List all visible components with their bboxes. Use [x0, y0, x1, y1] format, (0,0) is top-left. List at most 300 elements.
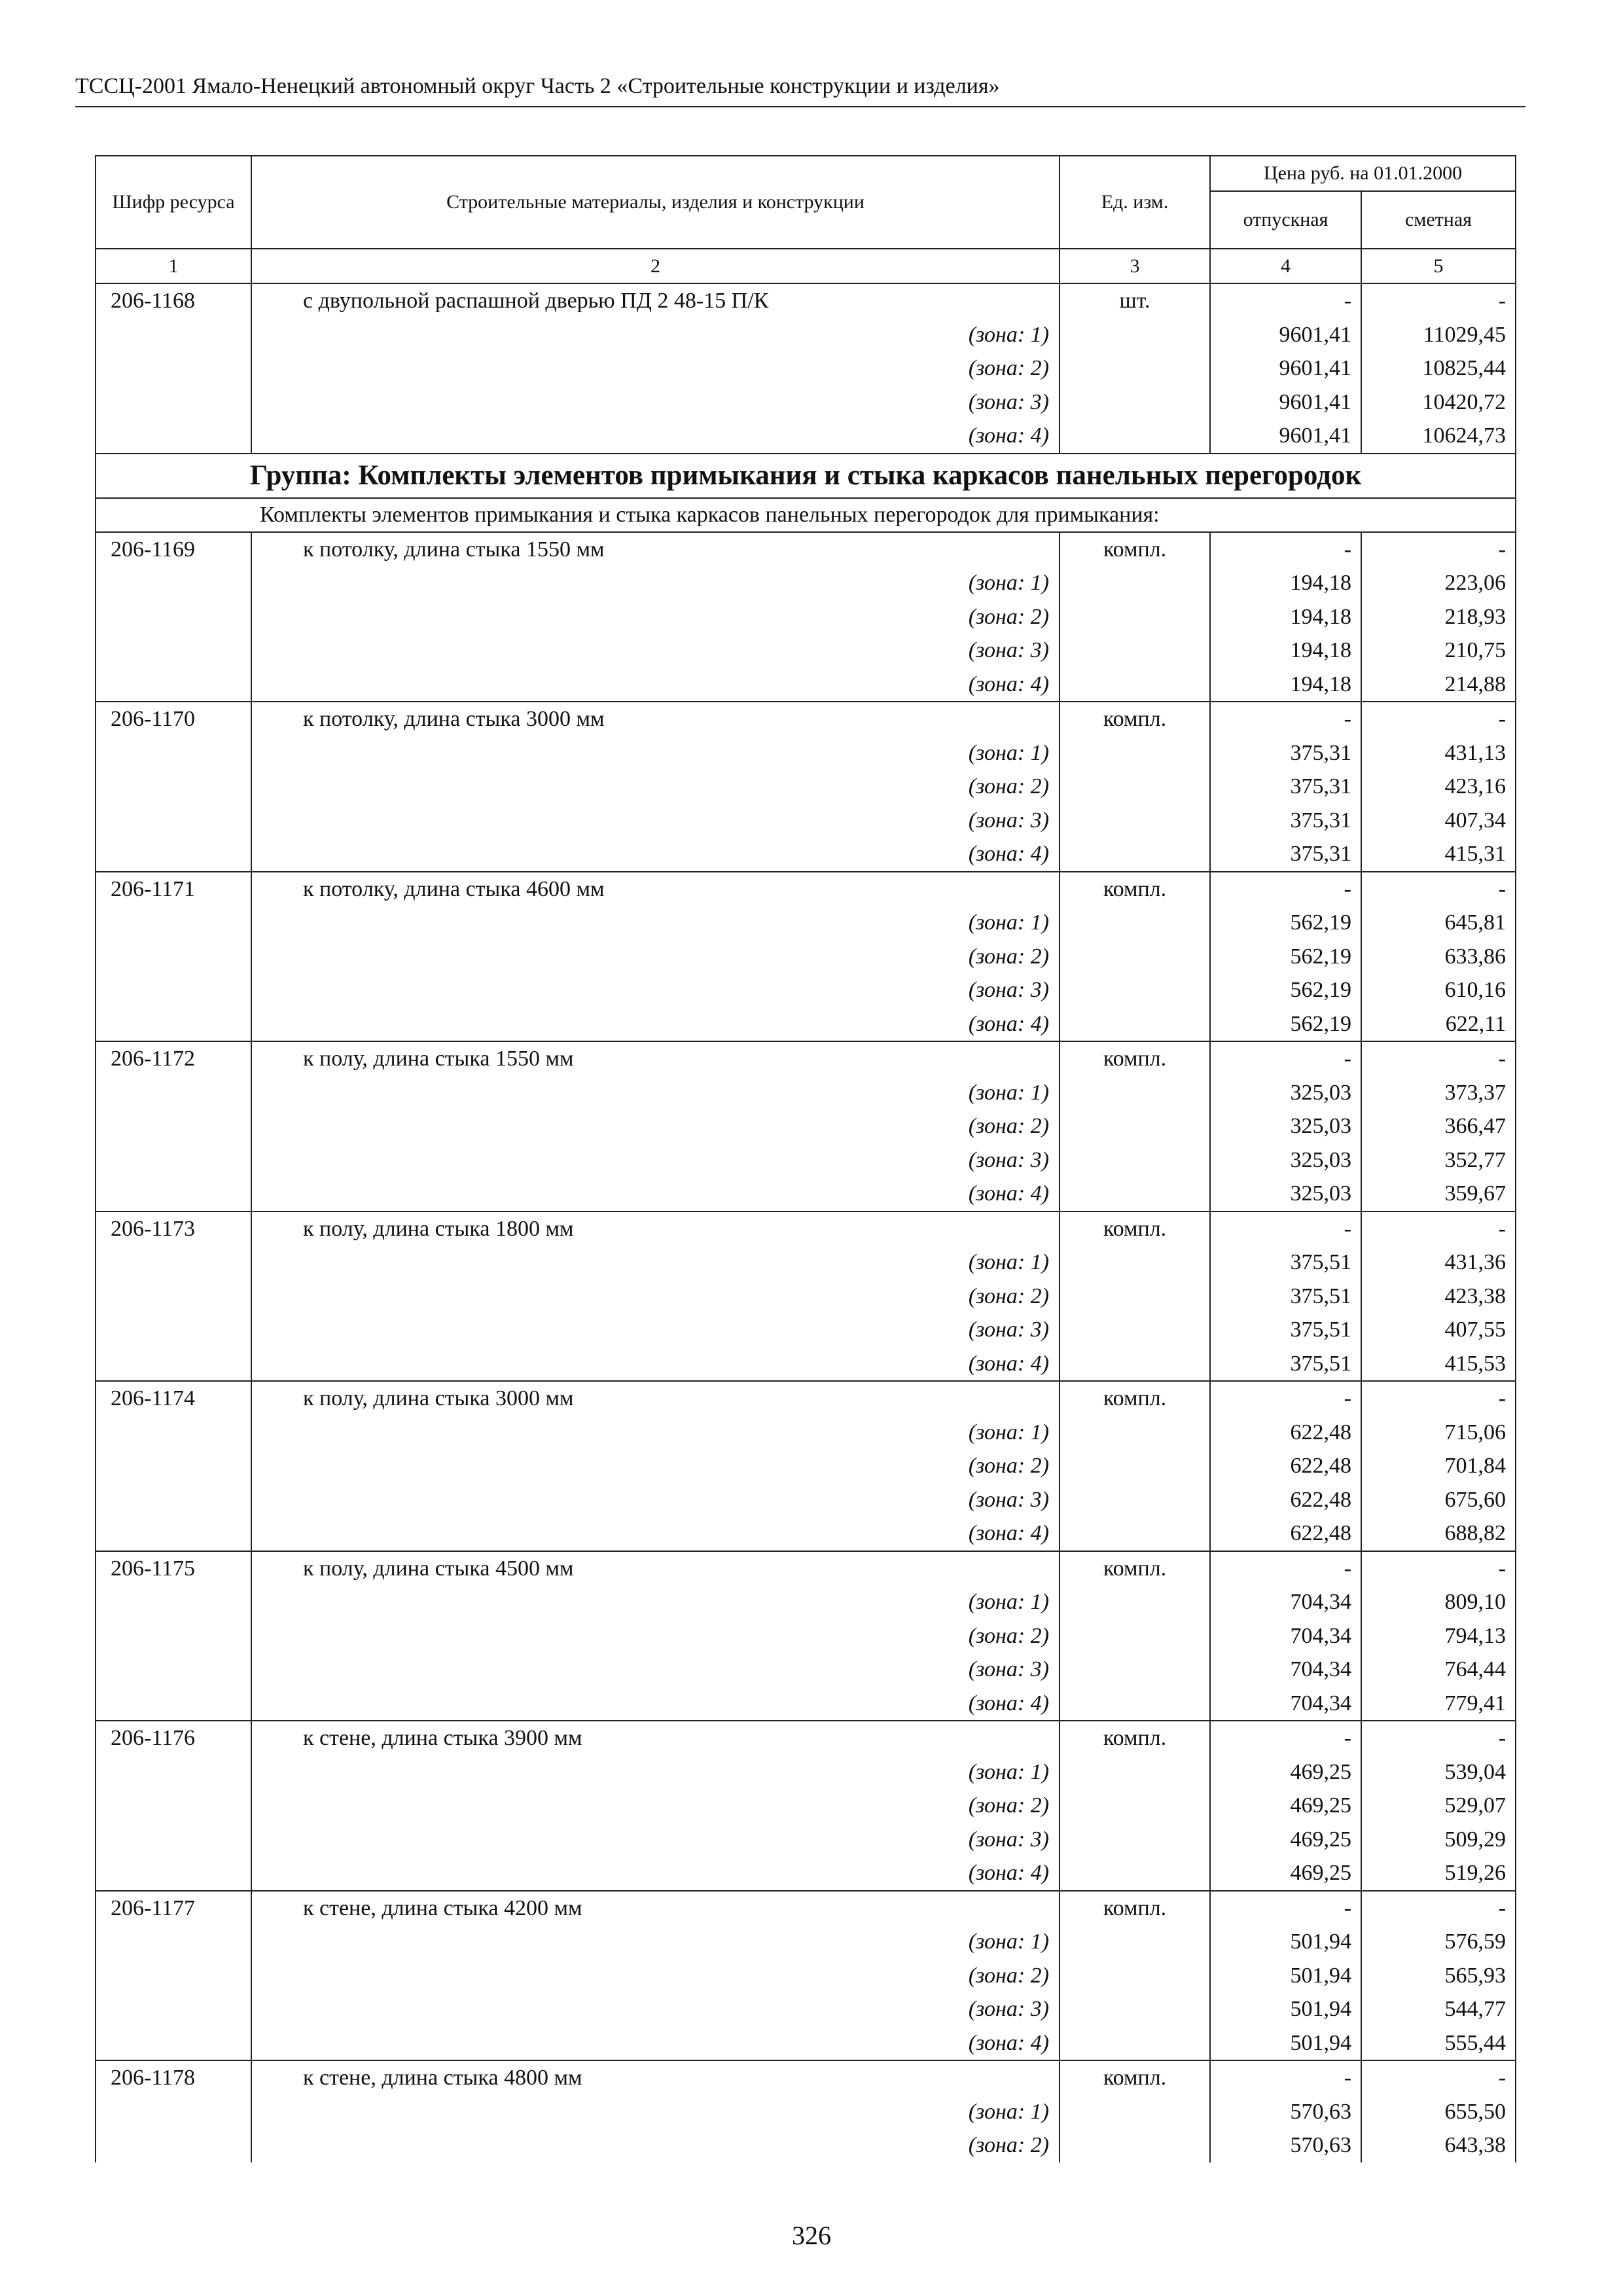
zone-release-price: 325,03 [1210, 1143, 1361, 1177]
zone-row [96, 2095, 1516, 2129]
empty-cell [96, 1313, 251, 1347]
zone-label: (зона: 2) [251, 1109, 1060, 1143]
zone-label: (зона: 2) [251, 770, 1060, 804]
zone-label: (зона: 2) [251, 1789, 1060, 1823]
zone-label: (зона: 2) [251, 940, 1060, 974]
unit-cell: шт. [1060, 283, 1210, 318]
empty-cell [96, 1483, 251, 1517]
empty-cell [1060, 1483, 1210, 1517]
table-row [96, 2060, 1516, 2095]
empty-cell [96, 1619, 251, 1653]
empty-cell [1060, 1109, 1210, 1143]
zone-estimate-price: 576,59 [1361, 1925, 1516, 1959]
zone-estimate-price: 555,44 [1361, 2026, 1516, 2061]
zone-estimate-price: 643,38 [1361, 2128, 1516, 2162]
zone-row [96, 906, 1516, 940]
resource-code: 206-1170 [96, 702, 251, 736]
zone-label: (зона: 1) [251, 318, 1060, 352]
item-name: к стене, длина стыка 4800 мм [251, 2060, 1060, 2095]
empty-cell [96, 566, 251, 600]
zone-row [96, 940, 1516, 974]
zone-label: (зона: 4) [251, 1856, 1060, 1891]
zone-estimate-price: 610,16 [1361, 973, 1516, 1007]
zone-label: (зона: 4) [251, 668, 1060, 702]
empty-cell [1060, 1823, 1210, 1857]
estimate-price: - [1361, 702, 1516, 736]
empty-cell [1060, 940, 1210, 974]
empty-cell [96, 736, 251, 770]
zone-row [96, 736, 1516, 770]
col-header-estimate: сметная [1361, 191, 1516, 249]
unit-cell: компл. [1060, 872, 1210, 906]
zone-release-price: 194,18 [1210, 600, 1361, 634]
zone-estimate-price: 359,67 [1361, 1177, 1516, 1211]
resource-code: 206-1174 [96, 1381, 251, 1416]
zone-estimate-price: 366,47 [1361, 1109, 1516, 1143]
zone-estimate-price: 223,06 [1361, 566, 1516, 600]
zone-label: (зона: 1) [251, 1585, 1060, 1619]
empty-cell [1060, 1076, 1210, 1110]
zone-estimate-price: 539,04 [1361, 1755, 1516, 1789]
resource-code: 206-1178 [96, 2060, 251, 2095]
col-number: 2 [251, 249, 1060, 283]
zone-release-price: 375,51 [1210, 1280, 1361, 1314]
empty-cell [96, 1925, 251, 1959]
empty-cell [1060, 1280, 1210, 1314]
zone-label: (зона: 3) [251, 804, 1060, 838]
zone-label: (зона: 4) [251, 837, 1060, 872]
unit-cell: компл. [1060, 2060, 1210, 2095]
empty-cell [96, 318, 251, 352]
col-number: 3 [1060, 249, 1210, 283]
zone-row [96, 386, 1516, 420]
zone-label: (зона: 4) [251, 1687, 1060, 1721]
zone-estimate-price: 809,10 [1361, 1585, 1516, 1619]
zone-row [96, 318, 1516, 352]
unit-cell: компл. [1060, 1381, 1210, 1416]
table-row [96, 1721, 1516, 1755]
zone-estimate-price: 622,11 [1361, 1007, 1516, 1042]
empty-cell [96, 668, 251, 702]
empty-cell [1060, 1992, 1210, 2026]
empty-cell [96, 1789, 251, 1823]
table-row [96, 532, 1516, 567]
release-price: - [1210, 702, 1361, 736]
zone-release-price: 375,51 [1210, 1313, 1361, 1347]
empty-cell [1060, 770, 1210, 804]
zone-release-price: 375,31 [1210, 770, 1361, 804]
zone-row [96, 1143, 1516, 1177]
zone-row [96, 1925, 1516, 1959]
zone-row [96, 837, 1516, 872]
zone-row [96, 351, 1516, 386]
table-row [96, 1551, 1516, 1586]
zone-estimate-price: 529,07 [1361, 1789, 1516, 1823]
zone-release-price: 194,18 [1210, 668, 1361, 702]
zone-row [96, 1653, 1516, 1687]
zone-estimate-price: 764,44 [1361, 1653, 1516, 1687]
zone-estimate-price: 701,84 [1361, 1449, 1516, 1483]
empty-cell [1060, 906, 1210, 940]
empty-cell [1060, 1177, 1210, 1211]
zone-row [96, 1959, 1516, 1993]
resource-code: 206-1169 [96, 532, 251, 567]
zone-row [96, 1416, 1516, 1450]
zone-estimate-price: 509,29 [1361, 1823, 1516, 1857]
empty-cell [1060, 1143, 1210, 1177]
zone-label: (зона: 1) [251, 1416, 1060, 1450]
empty-cell [96, 386, 251, 420]
empty-cell [1060, 1755, 1210, 1789]
zone-estimate-price: 218,93 [1361, 600, 1516, 634]
empty-cell [96, 1280, 251, 1314]
resource-code: 206-1173 [96, 1211, 251, 1246]
table-row [96, 283, 1516, 318]
zone-row [96, 1789, 1516, 1823]
empty-cell [96, 804, 251, 838]
resource-code: 206-1172 [96, 1041, 251, 1076]
zone-label: (зона: 1) [251, 1925, 1060, 1959]
empty-cell [96, 1585, 251, 1619]
zone-row [96, 1280, 1516, 1314]
unit-cell: компл. [1060, 1211, 1210, 1246]
header-rule [75, 106, 1525, 107]
empty-cell [96, 2026, 251, 2061]
empty-cell [1060, 1925, 1210, 1959]
estimate-price: - [1361, 1041, 1516, 1076]
zone-release-price: 194,18 [1210, 634, 1361, 668]
empty-cell [1060, 1347, 1210, 1382]
resource-code: 206-1171 [96, 872, 251, 906]
zone-release-price: 375,31 [1210, 837, 1361, 872]
zone-row [96, 1856, 1516, 1891]
table-row [96, 1381, 1516, 1416]
zone-estimate-price: 675,60 [1361, 1483, 1516, 1517]
empty-cell [96, 1347, 251, 1382]
zone-label: (зона: 3) [251, 1823, 1060, 1857]
zone-estimate-price: 519,26 [1361, 1856, 1516, 1891]
zone-row [96, 566, 1516, 600]
zone-label: (зона: 4) [251, 1007, 1060, 1042]
zone-label: (зона: 2) [251, 1619, 1060, 1653]
estimate-price: - [1361, 532, 1516, 567]
zone-estimate-price: 423,16 [1361, 770, 1516, 804]
zone-row [96, 634, 1516, 668]
empty-cell [1060, 1687, 1210, 1721]
zone-estimate-price: 645,81 [1361, 906, 1516, 940]
zone-label: (зона: 2) [251, 1280, 1060, 1314]
group-title: Группа: Комплекты элементов примыкания и стыка каркасов панельных перегородок [96, 454, 1516, 498]
empty-cell [1060, 1653, 1210, 1687]
empty-cell [96, 1246, 251, 1280]
table-body-items [96, 532, 1516, 2162]
resource-code: 206-1175 [96, 1551, 251, 1586]
table-body-before [96, 283, 1516, 454]
empty-cell [1060, 2026, 1210, 2061]
zone-label: (зона: 1) [251, 566, 1060, 600]
empty-cell [96, 2128, 251, 2162]
zone-label: (зона: 3) [251, 1483, 1060, 1517]
zone-row [96, 1687, 1516, 1721]
empty-cell [1060, 386, 1210, 420]
zone-estimate-price: 423,38 [1361, 1280, 1516, 1314]
zone-estimate-price: 431,13 [1361, 736, 1516, 770]
empty-cell [1060, 2095, 1210, 2129]
empty-cell [1060, 600, 1210, 634]
zone-label: (зона: 3) [251, 1653, 1060, 1687]
page-number: 326 [792, 2221, 831, 2250]
zone-estimate-price: 10624,73 [1361, 419, 1516, 454]
empty-cell [96, 1076, 251, 1110]
col-header-code: Шифр ресурса [96, 156, 251, 249]
zone-row [96, 1619, 1516, 1653]
zone-row [96, 1449, 1516, 1483]
zone-release-price: 501,94 [1210, 2026, 1361, 2061]
release-price: - [1210, 1381, 1361, 1416]
group-subtitle: Комплекты элементов примыкания и стыка каркасов панельных перегородок для примыкания: [96, 498, 1516, 532]
unit-cell: компл. [1060, 1551, 1210, 1586]
release-price: - [1210, 532, 1361, 567]
zone-label: (зона: 4) [251, 1177, 1060, 1211]
zone-release-price: 622,48 [1210, 1483, 1361, 1517]
zone-row [96, 2128, 1516, 2162]
zone-release-price: 562,19 [1210, 906, 1361, 940]
zone-release-price: 469,25 [1210, 1755, 1361, 1789]
zone-release-price: 622,48 [1210, 1516, 1361, 1551]
empty-cell [96, 1992, 251, 2026]
empty-cell [1060, 318, 1210, 352]
zone-label: (зона: 1) [251, 1246, 1060, 1280]
zone-release-price: 375,51 [1210, 1347, 1361, 1382]
empty-cell [96, 940, 251, 974]
estimate-price: - [1361, 872, 1516, 906]
zone-label: (зона: 1) [251, 2095, 1060, 2129]
zone-release-price: 704,34 [1210, 1619, 1361, 1653]
estimate-price: - [1361, 2060, 1516, 2095]
col-header-release: отпускная [1210, 191, 1361, 249]
resource-code: 206-1168 [96, 283, 251, 318]
empty-cell [96, 1177, 251, 1211]
zone-label: (зона: 4) [251, 419, 1060, 454]
zone-row [96, 1992, 1516, 2026]
zone-estimate-price: 214,88 [1361, 668, 1516, 702]
empty-cell [96, 1755, 251, 1789]
zone-release-price: 562,19 [1210, 973, 1361, 1007]
zone-label: (зона: 1) [251, 1076, 1060, 1110]
zone-label: (зона: 3) [251, 1992, 1060, 2026]
zone-release-price: 704,34 [1210, 1585, 1361, 1619]
zone-row [96, 600, 1516, 634]
zone-release-price: 562,19 [1210, 1007, 1361, 1042]
zone-row [96, 2026, 1516, 2061]
price-table [95, 155, 1516, 2162]
item-name: к стене, длина стыка 4200 мм [251, 1891, 1060, 1926]
zone-release-price: 622,48 [1210, 1416, 1361, 1450]
zone-release-price: 469,25 [1210, 1856, 1361, 1891]
release-price: - [1210, 1211, 1361, 1246]
zone-release-price: 9601,41 [1210, 351, 1361, 386]
zone-row [96, 1483, 1516, 1517]
unit-cell: компл. [1060, 1041, 1210, 1076]
table-row [96, 1211, 1516, 1246]
zone-label: (зона: 2) [251, 2128, 1060, 2162]
empty-cell [96, 1959, 251, 1993]
zone-row [96, 1177, 1516, 1211]
zone-release-price: 9601,41 [1210, 318, 1361, 352]
item-name: с двупольной распашной дверью ПД 2 48-15 П/К [251, 283, 1060, 318]
zone-row [96, 668, 1516, 702]
empty-cell [96, 351, 251, 386]
empty-cell [96, 2095, 251, 2129]
empty-cell [1060, 1449, 1210, 1483]
zone-release-price: 375,51 [1210, 1246, 1361, 1280]
empty-cell [96, 1109, 251, 1143]
empty-cell [96, 1416, 251, 1450]
col-number: 4 [1210, 249, 1361, 283]
zone-release-price: 325,03 [1210, 1076, 1361, 1110]
unit-cell: компл. [1060, 532, 1210, 567]
group-section [96, 454, 1516, 532]
zone-estimate-price: 779,41 [1361, 1687, 1516, 1721]
empty-cell [1060, 419, 1210, 454]
empty-cell [96, 419, 251, 454]
zone-label: (зона: 2) [251, 1959, 1060, 1993]
estimate-price: - [1361, 1551, 1516, 1586]
item-name: к потолку, длина стыка 1550 мм [251, 532, 1060, 567]
empty-cell [96, 1653, 251, 1687]
item-name: к полу, длина стыка 1550 мм [251, 1041, 1060, 1076]
zone-estimate-price: 715,06 [1361, 1416, 1516, 1450]
zone-label: (зона: 2) [251, 600, 1060, 634]
zone-row [96, 419, 1516, 454]
zone-label: (зона: 1) [251, 1755, 1060, 1789]
unit-cell: компл. [1060, 1721, 1210, 1755]
zone-estimate-price: 10420,72 [1361, 386, 1516, 420]
zone-label: (зона: 4) [251, 1516, 1060, 1551]
estimate-price: - [1361, 1891, 1516, 1926]
zone-row [96, 1755, 1516, 1789]
zone-release-price: 570,63 [1210, 2095, 1361, 2129]
table-row [96, 872, 1516, 906]
zone-estimate-price: 407,55 [1361, 1313, 1516, 1347]
zone-row [96, 1516, 1516, 1551]
zone-label: (зона: 3) [251, 634, 1060, 668]
zone-label: (зона: 3) [251, 1313, 1060, 1347]
empty-cell [1060, 566, 1210, 600]
release-price: - [1210, 1721, 1361, 1755]
item-name: к полу, длина стыка 1800 мм [251, 1211, 1060, 1246]
zone-estimate-price: 688,82 [1361, 1516, 1516, 1551]
release-price: - [1210, 1041, 1361, 1076]
empty-cell [96, 1687, 251, 1721]
col-header-unit: Ед. изм. [1060, 156, 1210, 249]
estimate-price: - [1361, 283, 1516, 318]
zone-row [96, 1109, 1516, 1143]
empty-cell [1060, 1007, 1210, 1042]
zone-row [96, 770, 1516, 804]
empty-cell [1060, 351, 1210, 386]
zone-label: (зона: 3) [251, 386, 1060, 420]
zone-release-price: 375,31 [1210, 736, 1361, 770]
zone-estimate-price: 407,34 [1361, 804, 1516, 838]
zone-release-price: 501,94 [1210, 1959, 1361, 1993]
zone-release-price: 469,25 [1210, 1823, 1361, 1857]
empty-cell [96, 600, 251, 634]
unit-cell: компл. [1060, 702, 1210, 736]
item-name: к стене, длина стыка 3900 мм [251, 1721, 1060, 1755]
empty-cell [1060, 1516, 1210, 1551]
empty-cell [1060, 2128, 1210, 2162]
zone-label: (зона: 4) [251, 1347, 1060, 1382]
zone-estimate-price: 352,77 [1361, 1143, 1516, 1177]
empty-cell [96, 1516, 251, 1551]
table-row [96, 1891, 1516, 1926]
release-price: - [1210, 2060, 1361, 2095]
zone-label: (зона: 4) [251, 2026, 1060, 2061]
zone-row [96, 1313, 1516, 1347]
item-name: к потолку, длина стыка 4600 мм [251, 872, 1060, 906]
zone-estimate-price: 655,50 [1361, 2095, 1516, 2129]
zone-estimate-price: 431,36 [1361, 1246, 1516, 1280]
zone-row [96, 804, 1516, 838]
zone-estimate-price: 415,53 [1361, 1347, 1516, 1382]
zone-release-price: 570,63 [1210, 2128, 1361, 2162]
zone-release-price: 501,94 [1210, 1925, 1361, 1959]
zone-label: (зона: 1) [251, 906, 1060, 940]
page-header: ТССЦ-2001 Ямало-Ненецкий автономный округ Часть 2 «Строительные конструкции и изделия» [75, 74, 1000, 98]
zone-estimate-price: 544,77 [1361, 1992, 1516, 2026]
table-row [96, 702, 1516, 736]
empty-cell [96, 973, 251, 1007]
empty-cell [96, 770, 251, 804]
empty-cell [1060, 634, 1210, 668]
empty-cell [1060, 837, 1210, 872]
zone-release-price: 325,03 [1210, 1109, 1361, 1143]
item-name: к потолку, длина стыка 3000 мм [251, 702, 1060, 736]
col-header-price: Цена руб. на 01.01.2000 [1210, 156, 1516, 191]
resource-code: 206-1177 [96, 1891, 251, 1926]
empty-cell [1060, 668, 1210, 702]
zone-estimate-price: 210,75 [1361, 634, 1516, 668]
table-row [96, 1041, 1516, 1076]
zone-estimate-price: 373,37 [1361, 1076, 1516, 1110]
release-price: - [1210, 1891, 1361, 1926]
zone-label: (зона: 2) [251, 1449, 1060, 1483]
zone-release-price: 375,31 [1210, 804, 1361, 838]
zone-release-price: 325,03 [1210, 1177, 1361, 1211]
zone-label: (зона: 3) [251, 973, 1060, 1007]
zone-label: (зона: 3) [251, 1143, 1060, 1177]
release-price: - [1210, 283, 1361, 318]
empty-cell [1060, 1246, 1210, 1280]
zone-row [96, 973, 1516, 1007]
zone-row [96, 1823, 1516, 1857]
zone-release-price: 9601,41 [1210, 419, 1361, 454]
empty-cell [1060, 1856, 1210, 1891]
estimate-price: - [1361, 1721, 1516, 1755]
empty-cell [96, 1449, 251, 1483]
zone-row [96, 1076, 1516, 1110]
zone-row [96, 1347, 1516, 1382]
empty-cell [1060, 1959, 1210, 1993]
zone-estimate-price: 415,31 [1361, 837, 1516, 872]
item-name: к полу, длина стыка 3000 мм [251, 1381, 1060, 1416]
empty-cell [96, 837, 251, 872]
empty-cell [1060, 1585, 1210, 1619]
empty-cell [1060, 736, 1210, 770]
zone-release-price: 562,19 [1210, 940, 1361, 974]
zone-release-price: 704,34 [1210, 1687, 1361, 1721]
